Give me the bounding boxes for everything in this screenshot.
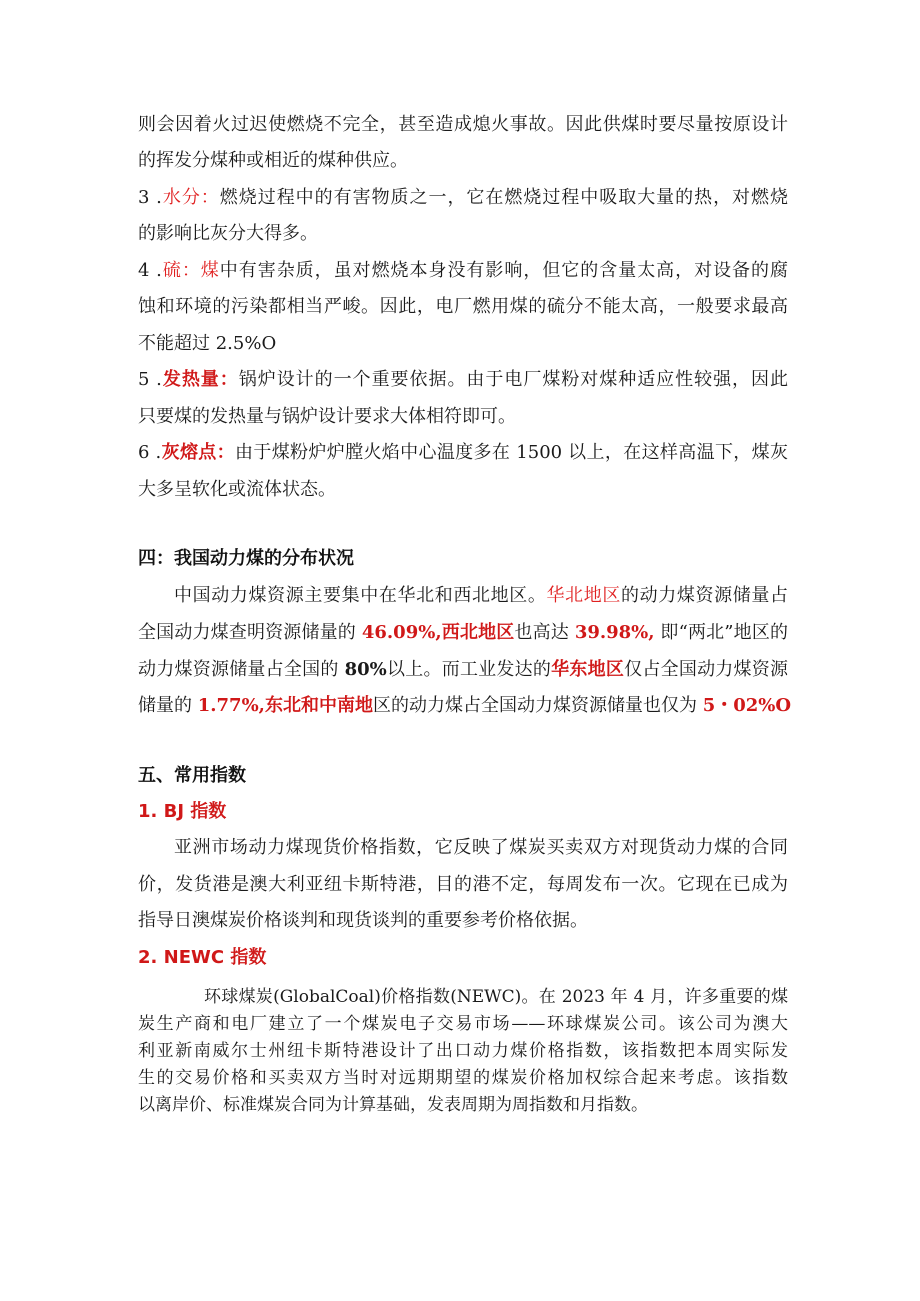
item-number: 3 . xyxy=(138,187,162,208)
highlight-value: 39.98%, xyxy=(574,622,655,643)
highlight-region: 西北地区 xyxy=(441,622,515,643)
highlight-value: 5・02%O xyxy=(702,695,792,716)
item-key: 发热量： xyxy=(161,369,239,390)
list-item-moisture xyxy=(138,185,788,211)
paragraph-line: 的挥发分煤种或相近的煤种供应。 xyxy=(138,150,408,171)
paragraph-line: 利亚新南威尔士州纽卡斯特港设计了出口动力煤价格指数，该指数把本周实际发 xyxy=(138,1041,788,1061)
paragraph-line: 指导日澳煤炭价格谈判和现货谈判的重要参考价格依据。 xyxy=(138,910,588,931)
text-run: 区的动力煤占全国动力煤资源储量也仅为 xyxy=(372,695,703,716)
highlight-region: 华北地区 xyxy=(546,585,621,606)
list-item-calorific xyxy=(138,367,788,393)
paragraph-line xyxy=(174,583,788,609)
list-item-sulfur xyxy=(138,258,788,284)
list-item-continuation: 不能超过 2.5%O xyxy=(138,333,277,354)
paragraph-line: 以离岸价、标准煤炭合同为计算基础，发表周期为周指数和月指数。 xyxy=(138,1095,648,1115)
item-text: 锅炉设计的一个重要依据。由于电厂煤粉对煤种适应性较强，因此 xyxy=(238,369,789,390)
list-item-continuation: 蚀和环境的污染都相当严峻。因此，电厂燃用煤的硫分不能太高，一般要求最高 xyxy=(138,296,788,317)
highlight-value: 46.09%, xyxy=(361,622,442,643)
paragraph-line xyxy=(138,693,792,719)
item-text: 燃烧过程中的有害物质之一，它在燃烧过程中吸取大量的热，对燃烧 xyxy=(219,187,789,208)
item-key: 水分： xyxy=(161,187,220,208)
subheading-bj-index: 1. BJ 指数 xyxy=(138,801,227,822)
item-key: 灰熔点： xyxy=(161,442,235,463)
highlight-region: 华东地区 xyxy=(551,659,625,680)
highlight-value: 1.77%, xyxy=(197,695,265,716)
paragraph-line: 亚洲市场动力煤现货价格指数，它反映了煤炭买卖双方对现货动力煤的合同 xyxy=(174,837,788,858)
list-item-ash-fusion xyxy=(138,440,788,466)
item-text: 由于煤粉炉炉膛火焰中心温度多在 1500 以上，在这样高温下，煤灰 xyxy=(235,442,789,463)
text-run: 储量的 xyxy=(138,695,198,716)
item-number: 4 . xyxy=(138,260,162,281)
paragraph-line: 则会因着火过迟使燃烧不完全，甚至造成熄火事故。因此供煤时要尽量按原设计 xyxy=(138,114,788,135)
item-key: 硫：煤 xyxy=(161,260,220,281)
subheading-newc-index: 2. NEWC 指数 xyxy=(138,947,267,968)
paragraph-line: 生的交易价格和买卖双方当时对远期期望的煤炭价格加权综合起来考虑。该指数 xyxy=(138,1068,788,1088)
section-heading-distribution: 四：我国动力煤的分布状况 xyxy=(138,548,354,569)
item-number: 6 . xyxy=(138,442,162,463)
list-item-continuation: 大多呈软化或流体状态。 xyxy=(138,479,336,500)
item-number: 5 . xyxy=(138,369,162,390)
text-run: 以上。而工业发达的 xyxy=(386,659,552,680)
text-run: 仅占全国动力煤资源 xyxy=(624,659,789,680)
highlight-region: 东北和中南地 xyxy=(264,695,373,716)
paragraph-line xyxy=(138,620,788,646)
list-item-continuation: 的影响比灰分大得多。 xyxy=(138,223,318,244)
paragraph-line: 炭生产商和电厂建立了一个煤炭电子交易市场——环球煤炭公司。该公司为澳大 xyxy=(138,1014,788,1034)
text-run: 中国动力煤资源主要集中在华北和西北地区。 xyxy=(174,585,547,606)
text-run: 的动力煤资源储量占 xyxy=(621,585,788,606)
item-text: 中有害杂质，虽对燃烧本身没有影响，但它的含量太高，对设备的腐 xyxy=(219,260,789,281)
text-run: 即“两北”地区的 xyxy=(654,622,788,643)
section-heading-indices: 五、常用指数 xyxy=(138,765,246,786)
text-run: 全国动力煤查明资源储量的 xyxy=(138,622,362,643)
paragraph-line: 环球煤炭(GlobalCoal)价格指数(NEWC)。在 2023 年 4 月，许多重要的煤 xyxy=(204,987,788,1007)
paragraph-line xyxy=(138,657,788,683)
list-item-continuation: 只要煤的发热量与锅炉设计要求大体相符即可。 xyxy=(138,406,516,427)
text-run: 动力煤资源储量占全国的 xyxy=(138,659,345,680)
highlight-value: 80% xyxy=(344,659,387,680)
paragraph-line: 价，发货港是澳大利亚纽卡斯特港，目的港不定，每周发布一次。它现在已成为 xyxy=(138,874,788,895)
text-run: 也高达 xyxy=(514,622,575,643)
